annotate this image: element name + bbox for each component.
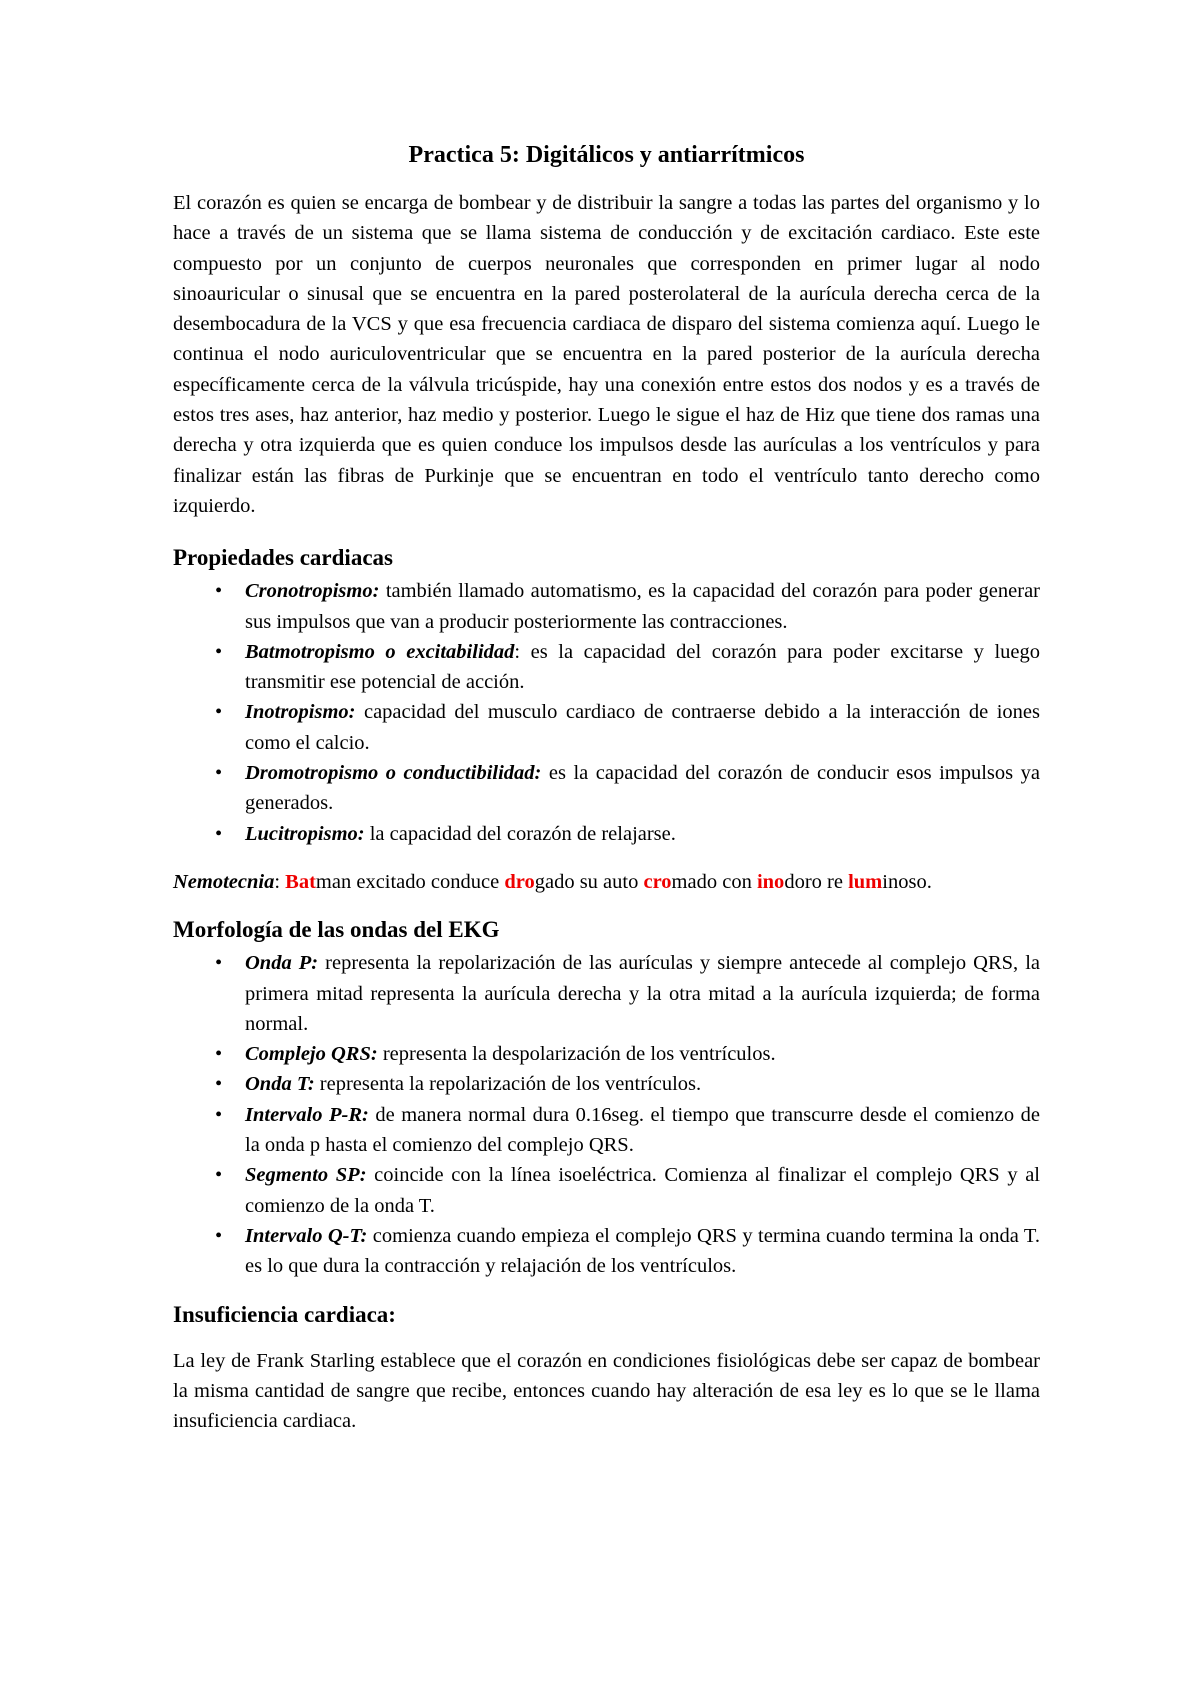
section-heading-propiedades: Propiedades cardiacas [173, 545, 393, 571]
list-item [173, 758, 1040, 819]
item-text: también llamado automatismo, es la capacidad del corazón para poder generar sus impulsos que van a producir posteriormente las contracciones. [245, 580, 1040, 633]
item-term: Inotropismo: [245, 701, 356, 724]
item-text: representa la repolarización de las aurículas y siempre antecede al complejo QRS, la primera mitad representa la aurícula derecha y la otra mitad a la aurícula izquierda; de forma normal. [245, 952, 1040, 1035]
item-term: Intervalo Q-T: [245, 1224, 368, 1247]
mnemonic-highlight: dro [504, 870, 535, 893]
mnemonic-highlight: lum [848, 870, 883, 893]
bullet-icon: • [215, 1164, 223, 1187]
section-heading-insuficiencia: Insuficiencia cardiaca: [173, 1301, 396, 1327]
item-text: : es la capacidad del corazón para poder excitarse y luego transmitir ese potencial de acción. [245, 640, 1040, 694]
item-text: representa la despolarización de los ventrículos. [377, 1043, 776, 1066]
section-heading-morfologia: Morfología de las ondas del EKG [173, 917, 500, 943]
mnemonic-highlight: cro [643, 870, 672, 893]
bullet-icon: • [215, 701, 223, 724]
bullet-icon: • [215, 640, 223, 663]
mnemonic-text: gado su auto [534, 870, 644, 893]
bullet-icon: • [215, 1103, 223, 1126]
mnemonic-text: doro re [784, 870, 849, 893]
item-term: Onda P: [245, 952, 319, 975]
list-item [173, 819, 1040, 849]
item-term: Dromotropismo o conductibilidad: [245, 762, 542, 785]
item-text: coincide con la línea isoeléctrica. Comienza al finalizar el complejo QRS y al comienzo de la onda T. [245, 1164, 1040, 1217]
item-text: la capacidad del corazón de relajarse. [364, 822, 676, 845]
item-term: Segmento SP: [245, 1164, 367, 1187]
mnemonic-text: mado con [671, 870, 757, 893]
bullet-icon: • [215, 822, 223, 845]
nemotecnia-label: Nemotecnia [173, 870, 275, 893]
item-text: capacidad del musculo cardiaco de contraerse debido a la interacción de iones como el calcio. [245, 701, 1040, 754]
mnemonic-text: man excitado conduce [315, 870, 505, 893]
bullet-icon: • [215, 762, 223, 785]
bullet-icon: • [215, 1224, 223, 1247]
list-item [173, 1160, 1040, 1221]
list-item [173, 637, 1040, 698]
nemotecnia-separator: : [274, 870, 286, 893]
item-text: representa la repolarización de los ventrículos. [314, 1073, 702, 1096]
item-term: Intervalo P-R: [245, 1103, 369, 1126]
list-item [173, 1069, 1040, 1099]
list-item [173, 1221, 1040, 1282]
item-text: de manera normal dura 0.16seg. el tiempo que transcurre desde el comienzo de la onda p hasta el comienzo del complejo QRS. [245, 1103, 1040, 1157]
bullet-icon: • [215, 1043, 223, 1066]
mnemonic-highlight: ino [756, 870, 785, 893]
list-item [173, 697, 1040, 758]
bullet-icon: • [215, 952, 223, 975]
list-item [173, 1039, 1040, 1069]
mnemonic-text: inoso. [882, 870, 932, 893]
item-text: comienza cuando empieza el complejo QRS y termina cuando termina la onda T. es lo que dura la contracción y relajación de los ventrículos. [245, 1224, 1040, 1278]
item-term: Lucitropismo: [245, 822, 365, 845]
page-title: Practica 5: Digitálicos y antiarrítmicos [408, 142, 805, 168]
bullet-icon: • [215, 580, 223, 603]
list-item [173, 1100, 1040, 1161]
item-term: Batmotropismo o excitabilidad [245, 640, 515, 663]
mnemonic-highlight: Bat [285, 870, 316, 893]
bullet-icon: • [215, 1073, 223, 1096]
item-term: Cronotropismo: [245, 580, 380, 603]
morfologia-list [173, 948, 1040, 1281]
list-item [173, 948, 1040, 1039]
nemotecnia-paragraph [173, 867, 1040, 897]
item-term: Onda T: [245, 1073, 315, 1096]
item-text: es la capacidad del corazón de conducir esos impulsos ya generados. [245, 762, 1040, 815]
propiedades-list [173, 576, 1040, 849]
item-term: Complejo QRS: [245, 1043, 378, 1066]
intro-paragraph: El corazón es quien se encarga de bombear y de distribuir la sangre a todas las partes del organismo y lo hace a través de un sistema que se llama sistema de conducción y de excitación cardiaco. Este este compuesto por un conjunto de cuerpos neuronales que corresponden en primer lugar al nodo sinoauricular o sinusal que se encuentra en la pared posterolateral de la aurícula derecha cerca de la desembocadura de la VCS y que esa frecuencia cardiaca de disparo del sistema comienza aquí. Luego le continua el nodo auriculoventricular que se encuentra en la pared posterior de la aurícula derecha específicamente cerca de la válvula tricúspide, hay una conexión entre estos dos nodos y es a través de estos tres ases, haz anterior, haz medio y posterior. Luego le sigue el haz de Hiz que tiene dos ramas una derecha y otra izquierda que es quien conduce los impulsos desde las aurículas a los ventrículos y para finalizar están las fibras de Purkinje que se encuentran en todo el ventrículo tanto derecho como izquierdo. [173, 192, 1040, 517]
insuficiencia-paragraph: La ley de Frank Starling establece que el corazón en condiciones fisiológicas debe ser capaz de bombear la misma cantidad de sangre que recibe, entonces cuando hay alteración de esa ley es lo que se le llama insuficiencia cardiaca. [173, 1349, 1040, 1433]
list-item [173, 576, 1040, 637]
